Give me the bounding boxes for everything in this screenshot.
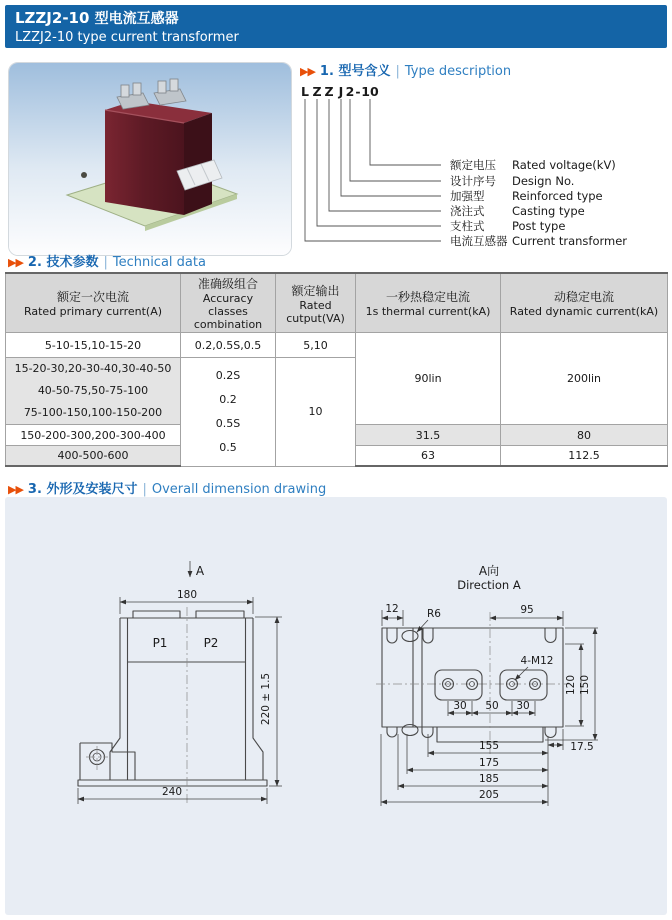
- dim-30b: 30: [516, 700, 530, 712]
- terminal-p1-label: P1: [152, 636, 168, 650]
- accuracy-class: 0.2S: [215, 368, 241, 382]
- section-3-title-cn: 外形及安装尺寸: [46, 482, 138, 497]
- top-view-drawing: [376, 564, 598, 806]
- mounting-slot: [545, 628, 556, 643]
- mounting-slot: [387, 727, 397, 737]
- terminal-stud: [158, 81, 166, 93]
- connector-line: [350, 103, 441, 181]
- code-label-en: Casting type: [512, 204, 585, 218]
- terminal-stud: [121, 85, 129, 97]
- section-1-title-cn: 型号含义: [338, 64, 391, 79]
- dim-155: 155: [478, 740, 500, 752]
- body-inner-lines: [128, 618, 246, 780]
- mounting-slot: [545, 727, 556, 738]
- title-line-en: LZZJ2-10 type current transformer: [15, 30, 239, 45]
- accuracy-class: 0.2: [219, 392, 237, 406]
- table-header-row: [6, 273, 668, 333]
- accuracy-class: 0.5S: [215, 416, 241, 430]
- view-a-label: A: [195, 564, 205, 578]
- code-char: 2: [345, 84, 355, 99]
- section-1-title-en: Type description: [404, 64, 512, 79]
- dim-30a: 30: [453, 700, 467, 712]
- code-char: -: [355, 84, 361, 99]
- cell-thermal-merged: 90lin: [356, 333, 501, 425]
- dim-95: 95: [520, 604, 534, 616]
- section-marker-icon: ▶▶: [300, 65, 315, 78]
- section-2-title-cn: 技术参数: [46, 255, 99, 270]
- code-char: Z: [312, 84, 322, 99]
- body-outline: [110, 618, 263, 780]
- section-marker-icon: ▶▶: [8, 483, 23, 496]
- cell-thermal: 63: [356, 446, 501, 467]
- dim-150: 150: [579, 674, 591, 696]
- mounting-slot: [423, 628, 433, 643]
- code-label-cn: 电流互感器: [450, 234, 508, 248]
- primary-current-line: 75-100-150,100-150-200: [23, 406, 163, 419]
- leader-line: [515, 667, 528, 680]
- cell-output: 5,10: [276, 333, 356, 358]
- dim-185: 185: [478, 773, 500, 785]
- cell-thermal: 31.5: [356, 425, 501, 446]
- code-label-en: Reinforced type: [512, 189, 603, 203]
- dim-120: 120: [565, 674, 577, 696]
- section-2-title-en: Technical data: [112, 255, 206, 270]
- dim-175: 175: [478, 757, 500, 769]
- cell-output-merged: 10: [276, 358, 356, 467]
- section-2-heading: [8, 251, 206, 270]
- dim-12: 12: [385, 603, 399, 615]
- terminal-cap: [196, 611, 244, 618]
- dim-r6: R6: [427, 608, 441, 620]
- front-view-drawing: [78, 561, 282, 806]
- code-label-en: Design No.: [512, 174, 575, 188]
- section-marker-icon: ▶▶: [8, 256, 23, 269]
- cell-dynamic: 80: [501, 425, 668, 446]
- connector-line: [341, 103, 441, 196]
- dimension-drawings: [5, 497, 667, 915]
- section-3-number: 3.: [27, 482, 42, 497]
- title-cn: 型电流互感器: [94, 11, 179, 27]
- terminal-stud: [170, 79, 178, 91]
- code-label-en: Post type: [512, 219, 566, 233]
- code-tick-marks: [305, 99, 370, 103]
- accuracy-class: 0.5: [219, 440, 237, 454]
- section-3-separator: |: [142, 482, 147, 497]
- cell-primary-current: 150-200-300,200-300-400: [6, 425, 181, 446]
- top-view-body: [382, 628, 563, 727]
- primary-current-line: 40-50-75,50-75-100: [37, 384, 149, 397]
- code-label-en: Current transformer: [512, 234, 628, 248]
- product-photo: [8, 62, 292, 256]
- code-label-cn: 额定电压: [450, 158, 496, 172]
- direction-a-title-cn: A向: [478, 564, 500, 578]
- code-label-cn: 设计序号: [450, 174, 496, 188]
- connector-line: [305, 103, 441, 241]
- type-designation-diagram: [290, 84, 672, 252]
- product-photo-graphic: [9, 63, 291, 255]
- connector-line: [329, 103, 441, 211]
- mounting-slot: [387, 628, 397, 643]
- dim-180: 180: [176, 589, 198, 601]
- section-2-number: 2.: [27, 255, 42, 270]
- terminal-cap: [133, 611, 180, 618]
- section-1-number: 1.: [319, 64, 334, 79]
- section-3-title-en: Overall dimension drawing: [151, 482, 327, 497]
- mounting-slot: [422, 727, 433, 738]
- section-1-heading: [300, 60, 511, 79]
- section-2-separator: |: [103, 255, 108, 270]
- cell-primary-current: 400-500-600: [6, 446, 181, 467]
- col-header-output: 额定输出 Rated cutput(VA): [276, 273, 356, 333]
- cell-dynamic: 112.5: [501, 446, 668, 467]
- model-code: LZZJ2-10: [15, 9, 90, 27]
- connector-line: [370, 103, 441, 165]
- code-label-en: Rated voltage(kV): [512, 158, 616, 172]
- section-1-separator: |: [395, 64, 400, 79]
- direction-a-title-en: Direction A: [457, 578, 521, 592]
- dim-4m12: 4-M12: [520, 655, 554, 667]
- mounting-bracket: [80, 743, 135, 780]
- dim-240: 240: [161, 786, 183, 798]
- table-row: [6, 333, 668, 358]
- col-header-accuracy: 准确级组合 Accuracy classes combination: [181, 273, 276, 333]
- code-char: 10: [361, 84, 379, 99]
- dim-17-5: 17.5: [570, 741, 594, 753]
- cell-accuracy: 0.2,0.5S,0.5: [181, 333, 276, 358]
- col-header-thermal: 一秒热稳定电流 1s thermal current(kA): [356, 273, 501, 333]
- dim-205: 205: [478, 789, 500, 801]
- partition-lines: [413, 628, 422, 727]
- cell-accuracy-merged: [181, 358, 276, 467]
- code-char: Z: [324, 84, 334, 99]
- dimension-drawing-panel: [5, 497, 667, 915]
- cell-dynamic-merged: 200lin: [501, 333, 668, 425]
- cell-primary-current: 5-10-15,10-15-20: [6, 333, 181, 358]
- page-title: [5, 5, 667, 48]
- title-line-cn: [15, 8, 657, 29]
- code-char: L: [301, 84, 309, 99]
- connector-line: [317, 103, 441, 226]
- terminal-stud: [133, 83, 141, 95]
- col-header-dynamic: 动稳定电流 Rated dynamic current(kA): [501, 273, 668, 333]
- oval-slot: [402, 631, 418, 642]
- oval-slot: [402, 725, 418, 736]
- code-label-cn: 支柱式: [450, 219, 485, 233]
- section-3-heading: [8, 478, 326, 497]
- dim-height: 220 ± 1.5: [260, 672, 272, 726]
- cell-primary-current-group: [6, 358, 181, 425]
- code-label-cn: 浇注式: [450, 204, 485, 218]
- dim-50: 50: [485, 700, 499, 712]
- col-header-primary-current: 额定一次电流 Rated primary current(A): [6, 273, 181, 333]
- code-char: J: [338, 84, 344, 99]
- technical-data-table: [5, 272, 668, 467]
- primary-current-line: 15-20-30,20-30-40,30-40-50: [14, 362, 172, 375]
- code-label-cn: 加强型: [450, 189, 485, 203]
- terminal-p2-label: P2: [203, 636, 219, 650]
- ct-body-front: [105, 110, 184, 215]
- plate-screw: [81, 172, 87, 178]
